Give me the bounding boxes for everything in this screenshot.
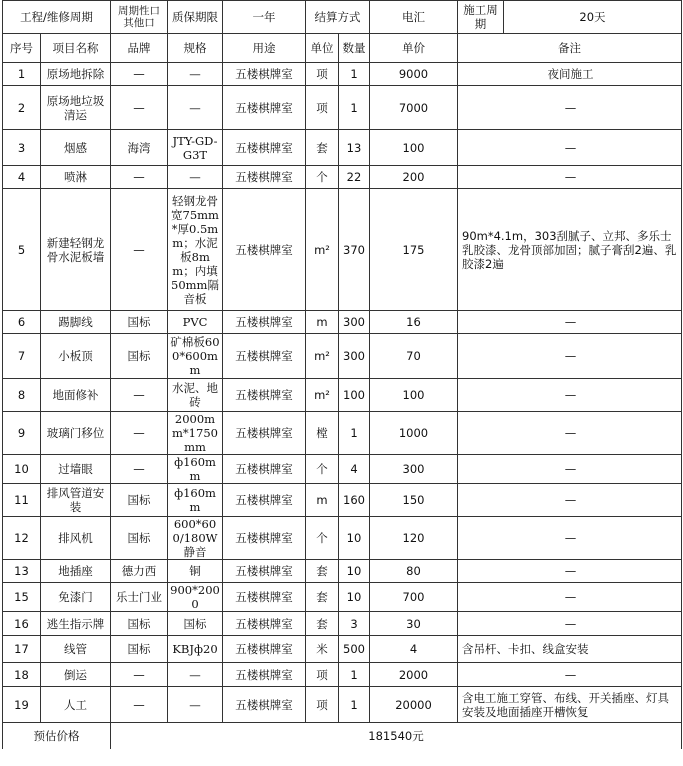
project-period-label: 工程/维修周期: [3, 1, 111, 34]
cell-spec: —: [168, 63, 223, 86]
cell-qty: 1: [339, 663, 370, 687]
cell-unit: 套: [306, 583, 339, 612]
cell-spec: ф160mm: [168, 484, 223, 517]
cell-price: 200: [370, 166, 458, 189]
cell-unit: 套: [306, 130, 339, 166]
cell-note: 90m*4.1m，303刮腻子、立邦、多乐士乳胶漆、龙骨顶部加固；腻子膏刮2遍、乳胶漆2遍: [458, 189, 682, 311]
table-row: [3, 189, 682, 311]
cell-note: —: [458, 166, 682, 189]
cell-name: 人工: [41, 687, 111, 723]
warranty-label: 质保期限: [168, 1, 223, 34]
cell-use: 五楼棋牌室: [223, 583, 306, 612]
cell-unit: 项: [306, 63, 339, 86]
cell-note: —: [458, 517, 682, 560]
cell-use: 五楼棋牌室: [223, 189, 306, 311]
cell-spec: —: [168, 166, 223, 189]
cell-spec: PVC: [168, 311, 223, 334]
cell-use: 五楼棋牌室: [223, 63, 306, 86]
header-row: [3, 34, 682, 63]
cell-spec: KBJф20: [168, 636, 223, 663]
cell-brand: 国标: [111, 311, 168, 334]
cell-unit: 项: [306, 86, 339, 130]
cell-note: —: [458, 560, 682, 583]
cell-qty: 10: [339, 560, 370, 583]
cell-name: 原场地拆除: [41, 63, 111, 86]
cell-spec: 600*600/180W静音: [168, 517, 223, 560]
estimated-price-label: 预估价格: [3, 723, 111, 749]
cell-price: 150: [370, 484, 458, 517]
cell-note: —: [458, 412, 682, 455]
cell-name: 线管: [41, 636, 111, 663]
cell-no: 7: [3, 334, 41, 379]
cell-note: —: [458, 583, 682, 612]
cell-qty: 10: [339, 517, 370, 560]
cell-use: 五楼棋牌室: [223, 379, 306, 412]
cell-qty: 160: [339, 484, 370, 517]
cell-name: 过墙眼: [41, 455, 111, 484]
cell-no: 9: [3, 412, 41, 455]
cell-use: 五楼棋牌室: [223, 687, 306, 723]
table-row: [3, 455, 682, 484]
cell-use: 五楼棋牌室: [223, 455, 306, 484]
table-row: [3, 166, 682, 189]
header-spec: 规格: [168, 34, 223, 63]
cell-spec: 900*2000: [168, 583, 223, 612]
table-row: [3, 311, 682, 334]
header-use: 用途: [223, 34, 306, 63]
cell-brand: 乐士门业: [111, 583, 168, 612]
settlement-label: 结算方式: [306, 1, 370, 34]
cell-qty: 300: [339, 311, 370, 334]
header-no: 序号: [3, 34, 41, 63]
cell-unit: 个: [306, 166, 339, 189]
cell-unit: 套: [306, 612, 339, 636]
cell-brand: 国标: [111, 334, 168, 379]
cell-use: 五楼棋牌室: [223, 334, 306, 379]
cell-unit: m: [306, 311, 339, 334]
cell-no: 3: [3, 130, 41, 166]
cell-name: 逃生指示牌: [41, 612, 111, 636]
table-row: [3, 663, 682, 687]
table-row: [3, 334, 682, 379]
cell-brand: 国标: [111, 612, 168, 636]
cell-unit: 个: [306, 517, 339, 560]
table-row: [3, 560, 682, 583]
table-row: [3, 86, 682, 130]
cell-no: 10: [3, 455, 41, 484]
construction-period-value: 20天: [504, 1, 682, 34]
cell-brand: —: [111, 63, 168, 86]
cell-note: —: [458, 379, 682, 412]
table-row: [3, 63, 682, 86]
cell-use: 五楼棋牌室: [223, 166, 306, 189]
cell-price: 70: [370, 334, 458, 379]
cell-use: 五楼棋牌室: [223, 311, 306, 334]
table-row: [3, 484, 682, 517]
table-row: [3, 583, 682, 612]
construction-period-label: 施工周期: [458, 1, 504, 34]
cell-qty: 500: [339, 636, 370, 663]
cell-use: 五楼棋牌室: [223, 663, 306, 687]
cell-price: 120: [370, 517, 458, 560]
cell-spec: 铜: [168, 560, 223, 583]
cell-note: 夜间施工: [458, 63, 682, 86]
cell-qty: 3: [339, 612, 370, 636]
cell-spec: 国标: [168, 612, 223, 636]
cell-use: 五楼棋牌室: [223, 636, 306, 663]
cell-use: 五楼棋牌室: [223, 560, 306, 583]
cell-brand: 德力西: [111, 560, 168, 583]
cell-no: 1: [3, 63, 41, 86]
cell-note: —: [458, 663, 682, 687]
cell-unit: m: [306, 484, 339, 517]
cell-spec: 2000mm*1750mm: [168, 412, 223, 455]
header-brand: 品牌: [111, 34, 168, 63]
cycle-other-label: 周期性口 其他口: [111, 1, 168, 34]
cell-name: 新建轻钢龙骨水泥板墙: [41, 189, 111, 311]
table-row: [3, 636, 682, 663]
cell-no: 8: [3, 379, 41, 412]
cell-qty: 1: [339, 63, 370, 86]
cell-price: 30: [370, 612, 458, 636]
cell-qty: 300: [339, 334, 370, 379]
cell-name: 烟感: [41, 130, 111, 166]
cell-price: 80: [370, 560, 458, 583]
table-row: [3, 130, 682, 166]
cell-unit: 个: [306, 455, 339, 484]
cell-brand: —: [111, 412, 168, 455]
cell-use: 五楼棋牌室: [223, 612, 306, 636]
cell-qty: 100: [339, 379, 370, 412]
table-row: [3, 517, 682, 560]
quotation-table: [2, 0, 682, 749]
warranty-value: 一年: [223, 1, 306, 34]
cell-brand: —: [111, 86, 168, 130]
cell-price: 4: [370, 636, 458, 663]
cell-name: 免漆门: [41, 583, 111, 612]
cell-qty: 22: [339, 166, 370, 189]
cell-spec: 轻钢龙骨宽75mm*厚0.5mm；水泥板8mm；内填50mm隔音板: [168, 189, 223, 311]
cell-name: 小板顶: [41, 334, 111, 379]
cell-brand: —: [111, 455, 168, 484]
header-note: 备注: [458, 34, 682, 63]
estimated-price-value: 181540元: [111, 723, 682, 749]
cell-brand: —: [111, 687, 168, 723]
cell-qty: 1: [339, 687, 370, 723]
cell-unit: 米: [306, 636, 339, 663]
cell-unit: 项: [306, 663, 339, 687]
cell-brand: —: [111, 663, 168, 687]
cell-price: 9000: [370, 63, 458, 86]
cell-spec: —: [168, 663, 223, 687]
cell-qty: 1: [339, 86, 370, 130]
cell-spec: JTY-GD-G3T: [168, 130, 223, 166]
cell-no: 17: [3, 636, 41, 663]
cell-name: 排风机: [41, 517, 111, 560]
table-row: [3, 687, 682, 723]
header-name: 项目名称: [41, 34, 111, 63]
cell-no: 16: [3, 612, 41, 636]
table-row: [3, 412, 682, 455]
cell-name: 喷淋: [41, 166, 111, 189]
cell-unit: 项: [306, 687, 339, 723]
cell-name: 原场地垃圾清运: [41, 86, 111, 130]
cell-no: 6: [3, 311, 41, 334]
cell-note: 含吊杆、卡扣、线盒安装: [458, 636, 682, 663]
cell-qty: 370: [339, 189, 370, 311]
cell-price: 700: [370, 583, 458, 612]
cell-unit: 樘: [306, 412, 339, 455]
table-row: [3, 379, 682, 412]
cell-unit: m²: [306, 379, 339, 412]
cell-brand: 国标: [111, 484, 168, 517]
cell-note: —: [458, 334, 682, 379]
cell-unit: m²: [306, 334, 339, 379]
cell-price: 300: [370, 455, 458, 484]
cell-use: 五楼棋牌室: [223, 86, 306, 130]
cell-spec: 矿棉板600*600mm: [168, 334, 223, 379]
cell-unit: m²: [306, 189, 339, 311]
top-info-row: [3, 1, 682, 34]
cell-no: 19: [3, 687, 41, 723]
cell-note: 含电工施工穿管、布线、开关插座、灯具安装及地面插座开槽恢复: [458, 687, 682, 723]
cell-price: 175: [370, 189, 458, 311]
cell-note: —: [458, 455, 682, 484]
cell-note: —: [458, 484, 682, 517]
cell-use: 五楼棋牌室: [223, 130, 306, 166]
cell-brand: 国标: [111, 636, 168, 663]
cell-brand: —: [111, 166, 168, 189]
cell-name: 地面修补: [41, 379, 111, 412]
cell-no: 12: [3, 517, 41, 560]
cell-price: 2000: [370, 663, 458, 687]
cell-brand: 海湾: [111, 130, 168, 166]
cell-brand: —: [111, 189, 168, 311]
cell-name: 地插座: [41, 560, 111, 583]
cell-qty: 4: [339, 455, 370, 484]
cell-qty: 1: [339, 412, 370, 455]
cell-spec: 水泥、地砖: [168, 379, 223, 412]
cell-price: 100: [370, 130, 458, 166]
cell-brand: —: [111, 379, 168, 412]
cell-spec: ф160mm: [168, 455, 223, 484]
header-qty: 数量: [339, 34, 370, 63]
cell-price: 16: [370, 311, 458, 334]
cell-qty: 13: [339, 130, 370, 166]
cell-name: 倒运: [41, 663, 111, 687]
header-unit: 单位: [306, 34, 339, 63]
cell-price: 100: [370, 379, 458, 412]
cell-note: —: [458, 311, 682, 334]
cell-brand: 国标: [111, 517, 168, 560]
cell-no: 18: [3, 663, 41, 687]
cell-no: 5: [3, 189, 41, 311]
cell-no: 15: [3, 583, 41, 612]
cell-unit: 套: [306, 560, 339, 583]
cell-no: 2: [3, 86, 41, 130]
table-row: [3, 612, 682, 636]
cell-price: 20000: [370, 687, 458, 723]
header-price: 单价: [370, 34, 458, 63]
cell-spec: —: [168, 86, 223, 130]
cell-qty: 10: [339, 583, 370, 612]
footer-row: [3, 723, 682, 749]
cell-use: 五楼棋牌室: [223, 412, 306, 455]
cell-price: 1000: [370, 412, 458, 455]
cell-note: —: [458, 612, 682, 636]
cell-note: —: [458, 130, 682, 166]
settlement-value: 电汇: [370, 1, 458, 34]
cell-price: 7000: [370, 86, 458, 130]
cell-note: —: [458, 86, 682, 130]
cell-use: 五楼棋牌室: [223, 517, 306, 560]
cell-no: 11: [3, 484, 41, 517]
cell-name: 排风管道安装: [41, 484, 111, 517]
cell-use: 五楼棋牌室: [223, 484, 306, 517]
cell-name: 玻璃门移位: [41, 412, 111, 455]
cell-spec: —: [168, 687, 223, 723]
cell-name: 踢脚线: [41, 311, 111, 334]
cell-no: 13: [3, 560, 41, 583]
cell-no: 4: [3, 166, 41, 189]
